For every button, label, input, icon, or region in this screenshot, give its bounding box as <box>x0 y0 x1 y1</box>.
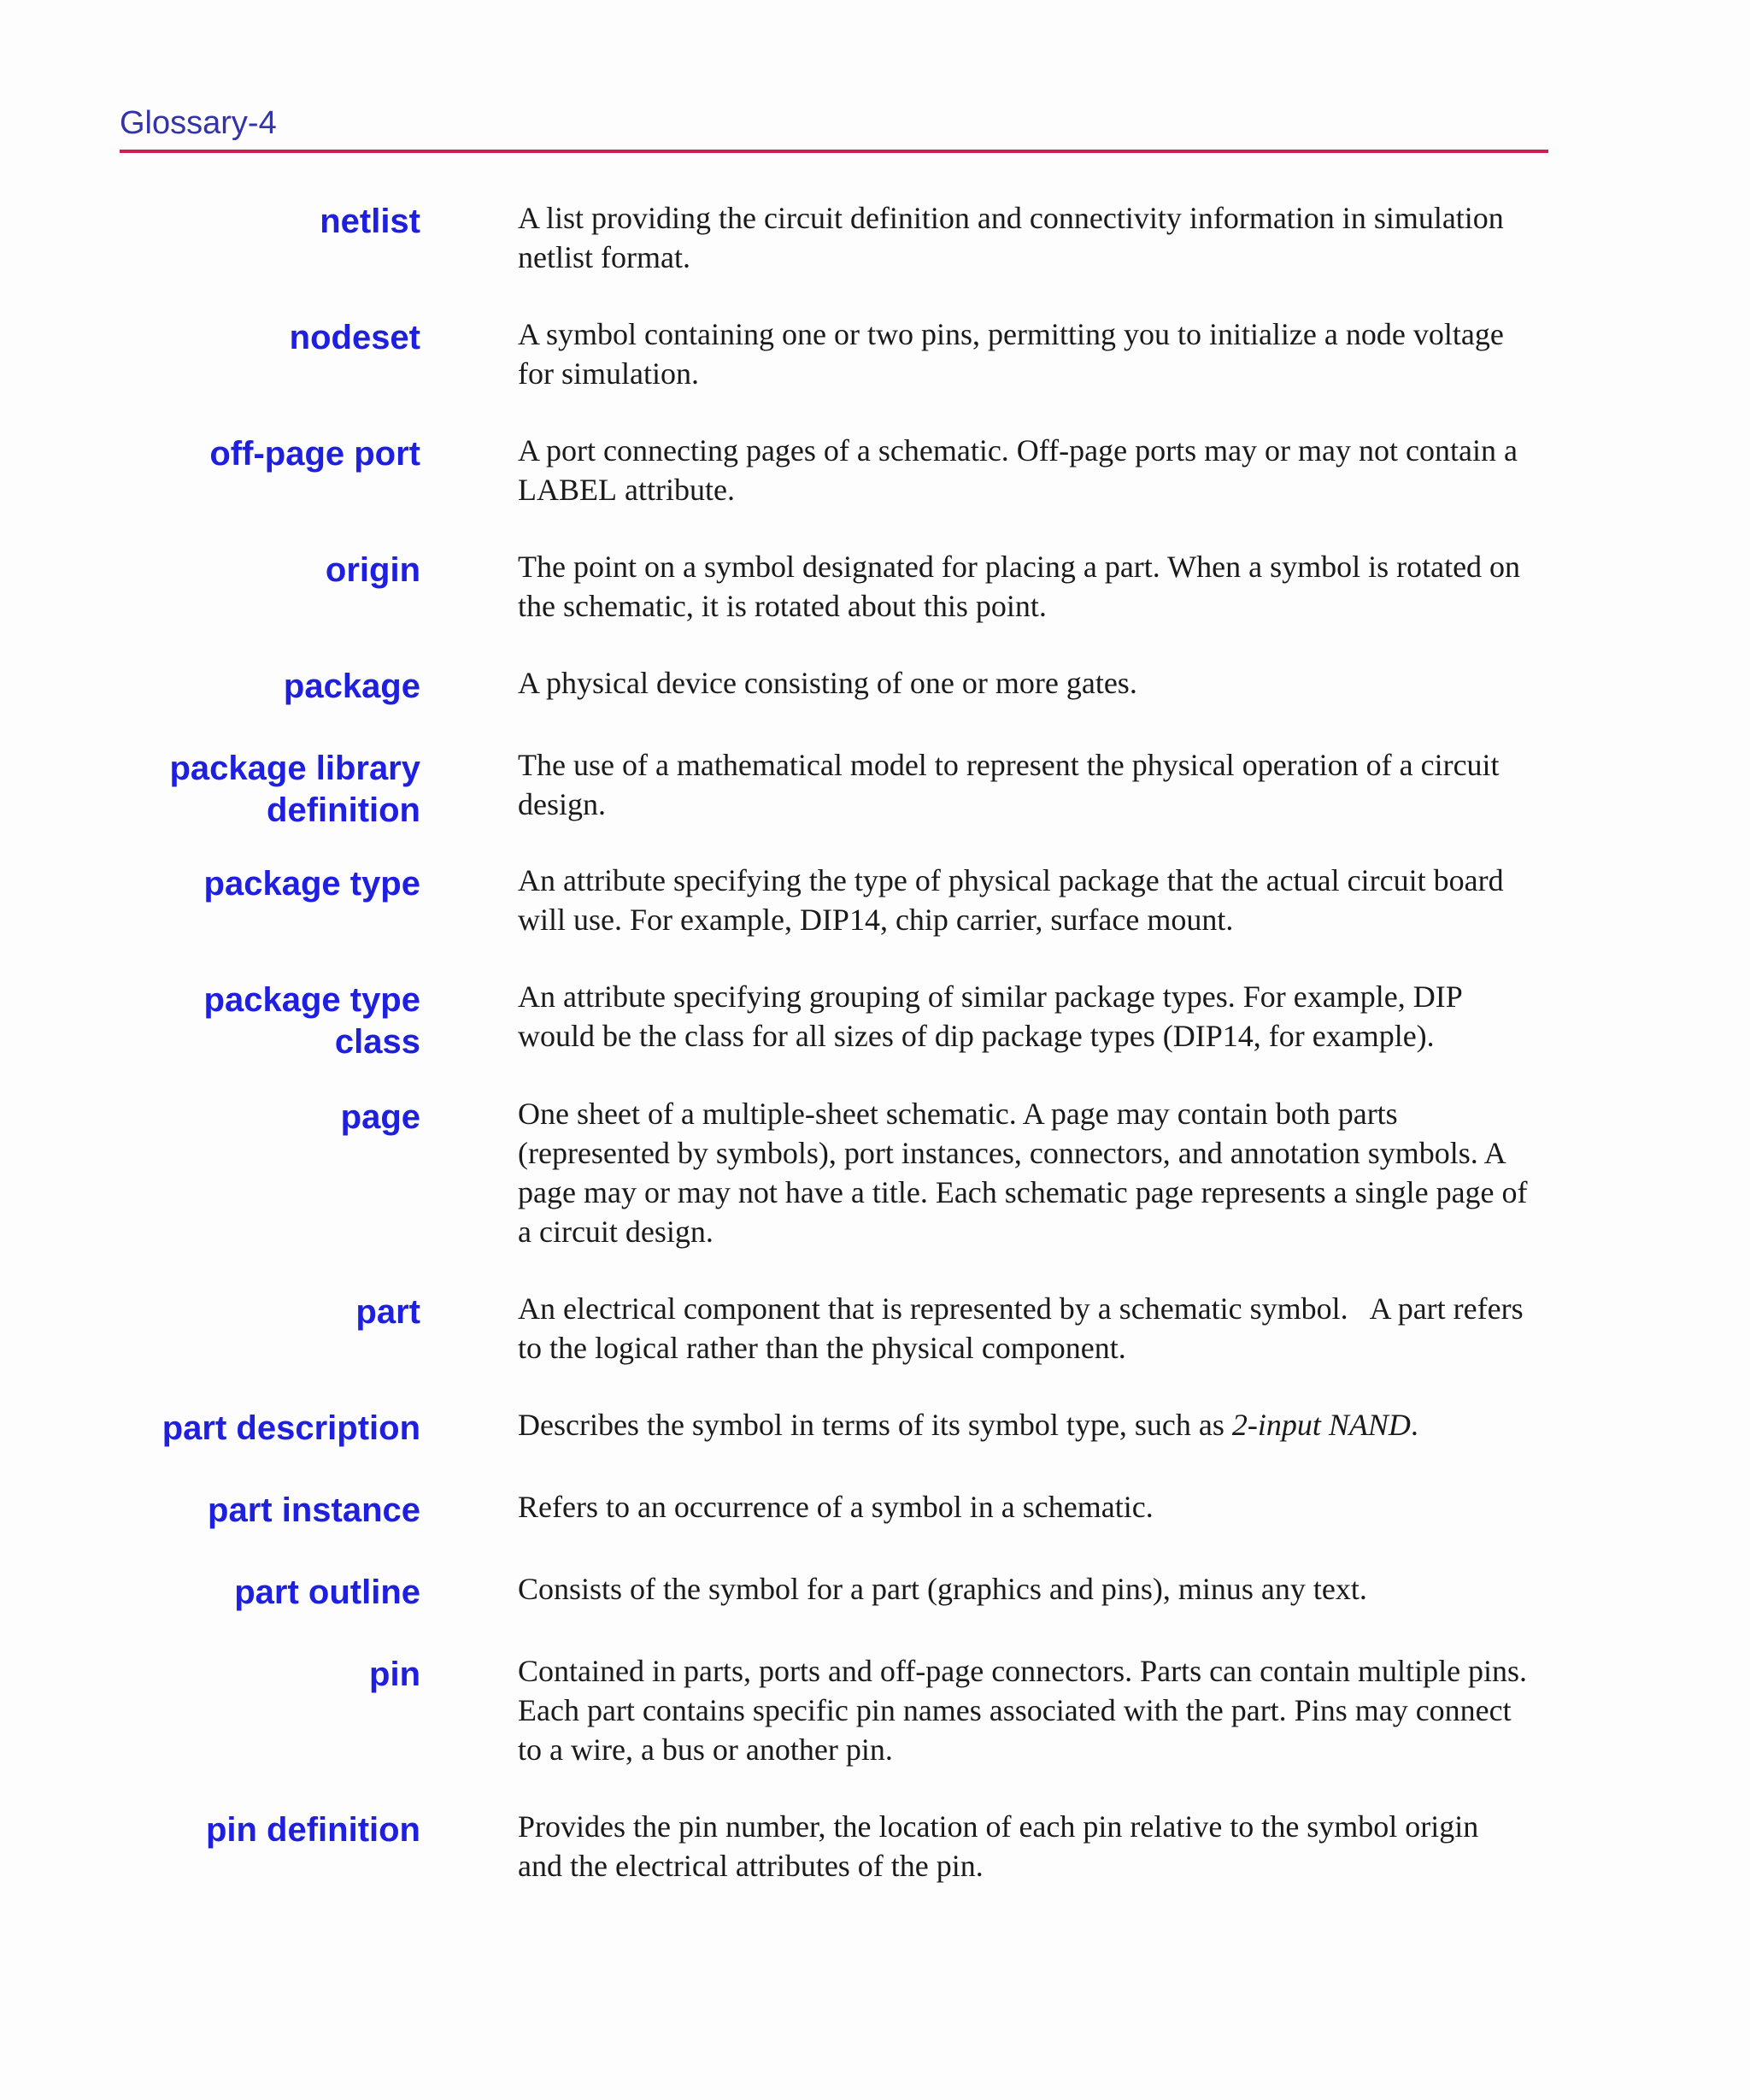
term-line: origin <box>325 551 420 589</box>
glossary-definition: A list providing the circuit definition and connectivity information in simulation netlist format. <box>518 201 1504 274</box>
term-line: pin <box>369 1656 420 1693</box>
header-divider <box>120 150 1548 153</box>
glossary-definition <box>518 1405 1528 1444</box>
glossary-term <box>0 745 420 832</box>
term-line: part outline <box>234 1574 420 1611</box>
glossary-term <box>0 431 420 475</box>
definition-italic: 2-input NAND <box>1231 1408 1411 1442</box>
definition-text: attribute. <box>616 473 735 507</box>
glossary-entry-package-type <box>0 861 1750 939</box>
glossary-definition: An attribute specifying the type of physical package that the actual circuit board will use. For example, DIP14, chip carrier, surface mount. <box>518 863 1504 937</box>
glossary-entry-part-instance <box>0 1487 1750 1532</box>
glossary-term <box>0 1094 420 1138</box>
term-line: netlist <box>320 203 420 240</box>
glossary-term <box>0 861 420 905</box>
glossary-entry-part-outline <box>0 1569 1750 1614</box>
glossary-definition: Contained in parts, ports and off-page connectors. Parts can contain multiple pins. Each part contains specific pin names associated with the part. Pins may connect to a wire, a bus or another pin. <box>518 1654 1528 1767</box>
glossary-definition: Consists of the symbol for a part (graphics and pins), minus any text. <box>518 1572 1367 1606</box>
glossary-entry-page <box>0 1094 1750 1251</box>
glossary-term <box>0 1807 420 1851</box>
term-line: page <box>340 1098 420 1136</box>
glossary-term <box>0 198 420 243</box>
glossary-definition: A symbol containing one or two pins, permitting you to initialize a node voltage for simulation. <box>518 317 1504 391</box>
term-line: definition <box>267 791 420 829</box>
term-line: nodeset <box>289 319 420 356</box>
glossary-term <box>0 977 420 1063</box>
term-line: package type <box>203 865 420 903</box>
term-line: class <box>334 1023 420 1061</box>
glossary-definition: Refers to an occurrence of a symbol in a schematic. <box>518 1490 1154 1524</box>
header-page-number: 4 <box>258 105 277 141</box>
glossary-entry-package <box>0 663 1750 708</box>
glossary-term <box>0 1487 420 1532</box>
glossary-term <box>0 1569 420 1614</box>
glossary-definition: The use of a mathematical model to represent the physical operation of a circuit design. <box>518 748 1500 821</box>
glossary-entry-package-library-definition <box>0 745 1750 832</box>
definition-text: A port connecting pages of a schematic. Off-page ports may or may not contain a <box>518 433 1518 468</box>
definition-smallcaps: LABEL <box>518 473 617 507</box>
glossary-entry-nodeset <box>0 315 1750 393</box>
glossary-entry-package-type-class <box>0 977 1750 1063</box>
term-line: package <box>283 668 420 705</box>
page-title <box>120 104 277 142</box>
glossary-entry-part-description <box>0 1405 1750 1450</box>
glossary-term <box>0 547 420 591</box>
term-line: off-page port <box>209 435 420 473</box>
term-line: package type <box>203 981 420 1019</box>
glossary-entry-netlist <box>0 198 1750 277</box>
glossary-term <box>0 1405 420 1450</box>
glossary-definition: The point on a symbol designated for placing a part. When a symbol is rotated on the schematic, it is rotated about this point. <box>518 550 1521 623</box>
glossary-entry-pin <box>0 1651 1750 1769</box>
glossary-term <box>0 1651 420 1696</box>
term-line: part description <box>161 1409 420 1447</box>
term-line: part <box>355 1293 420 1331</box>
glossary-definition <box>518 431 1528 509</box>
term-line: part instance <box>208 1491 420 1529</box>
glossary-term <box>0 315 420 359</box>
page-header <box>120 104 1548 149</box>
definition-text: . <box>1410 1408 1418 1442</box>
glossary-entry-off-page-port <box>0 431 1750 509</box>
glossary-entry-pin-definition <box>0 1807 1750 1885</box>
glossary-definition: Provides the pin number, the location of each pin relative to the symbol origin and the electrical attributes of the pin. <box>518 1809 1479 1883</box>
header-title-prefix: Glossary- <box>120 105 259 141</box>
glossary-definition: An attribute specifying grouping of similar package types. For example, DIP would be the class for all sizes of dip package types (DIP14, for example). <box>518 979 1462 1053</box>
glossary-entry-part <box>0 1289 1750 1368</box>
term-line: pin definition <box>205 1811 420 1849</box>
glossary-term <box>0 663 420 708</box>
glossary-entry-origin <box>0 547 1750 626</box>
glossary-term <box>0 1289 420 1333</box>
glossary-definition: One sheet of a multiple-sheet schematic. A page may contain both parts (represented by symbols), port instances, connectors, and annotation symbols. A page may or may not have a title. Each schematic page represents a single page of a circuit design. <box>518 1097 1528 1249</box>
glossary-definition: An electrical component that is represented by a schematic symbol. A part refers to the logical rather than the physical component. <box>518 1291 1531 1365</box>
definition-text: Describes the symbol in terms of its symbol type, such as <box>518 1408 1232 1442</box>
glossary-definition: A physical device consisting of one or more gates. <box>518 666 1137 700</box>
term-line: package library <box>169 750 420 787</box>
glossary-list <box>0 198 1750 1885</box>
